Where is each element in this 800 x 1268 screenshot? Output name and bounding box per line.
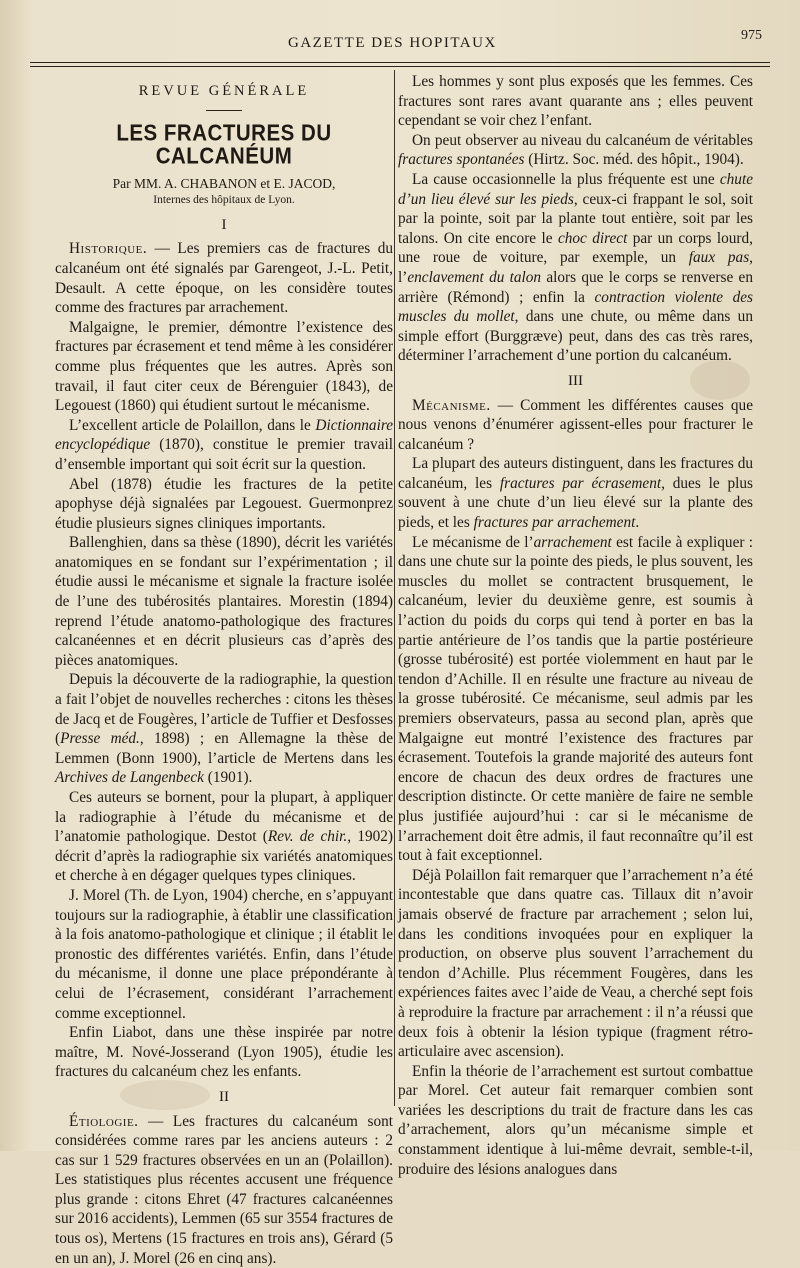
paragraph: J. Morel (Th. de Lyon, 1904) cherche, en s’appuyant toujours sur la radiographie, à établir une classification à la fois anatomo-pathologique et clinique ; il établit le pronostic des différentes variétés. Enfin, dans l’étude du mécanisme, il donne une place prépondérante à celui de l’écrasement, considérant l’arrachement comme exceptionnel.	[55, 886, 393, 1023]
section-numeral-1: I	[55, 216, 393, 236]
paper-stain	[690, 360, 750, 400]
paragraph: Malgaigne, le premier, démontre l’existence des fractures par écrasement et tend même à les considérer comme plus fréquentes que les autres. Après son travail, il faut citer ceux de Bérenguier (1843), de Legouest (1860) qui étudient surtout le mécanisme.	[55, 318, 393, 416]
left-column	[55, 74, 393, 1268]
paragraph: La cause occasionnelle la plus fréquente est une chute d’un lieu élevé sur les pieds, ceux-ci frappant le sol, soit par la pointe, soit par la plante tout entière, soit par les talons. On cite encore le choc direct par un corps lourd, une roue de voiture, par exemple, un faux pas, l’enclavement du talon alors que le corps se renverse en arrière (Rémond) ; enfin la contraction violente des muscles du mollet, dans une chute, ou même dans un simple effort (Burggræve) peut, dans des cas très rares, déterminer l’arrachement d’une portion du calcanéum.	[398, 170, 753, 366]
byline: Par MM. A. CHABANON et E. JACOD,	[55, 176, 393, 192]
paper-stain	[120, 1080, 210, 1110]
paragraph: La plupart des auteurs distinguent, dans les fractures du calcanéum, les fractures par écrasement, dues le plus souvent à une chute d’un lieu élevé sur la plante des pieds, et les fractures par arrachement.	[398, 454, 753, 532]
paragraph: Mécanisme. — Comment les différentes causes que nous venons d’énumérer agissent-elles pour fracturer le calcanéum ?	[398, 396, 753, 455]
paragraph: On peut observer au niveau du calcanéum de véritables fractures spontanées (Hirtz. Soc. méd. des hôpit., 1904).	[398, 131, 753, 170]
paragraph: Depuis la découverte de la radiographie, la question a fait l’objet de nouvelles recherches : citons les thèses de Jacq et de Fougères, l’article de Tuffier et Desfosses (Presse méd., 1898) ; en Allemagne la thèse de Lemmen (Bonn 1900), l’article de Mertens dans les Archives de Langenbeck (1901).	[55, 670, 393, 788]
paragraph: Le mécanisme de l’arrachement est facile à expliquer : dans une chute sur la pointe des pieds, le plus souvent, les muscles du mollet se contractent brusquement, le calcanéum, levier du deuxième genre, est soumis à l’action du poids du corps qui tend à porter en bas la partie antérieure de l’os tandis que la partie postérieure (grosse tubérosité) est portée violemment en haut par le tendon d’Achille. Il en résulte une fracture au niveau de la grosse tubérosité. Ce mécanisme, seul admis par les premiers observateurs, passa au second plan, après que Malgaigne eut montré l’existence des fractures par écrasement. Toutefois la grande majorité des auteurs font encore de chacun des deux ordres de fractures une description distincte. Or cette manière de faire ne semble plus justifiée aujourd’hui : car si le mécanisme de l’arrachement doit être admis, il faut reconnaître qu’il est tout à fait exceptionnel.	[398, 533, 753, 866]
author-affiliation: Internes des hôpitaux de Lyon.	[55, 192, 393, 208]
paragraph: Ballenghien, dans sa thèse (1890), décrit les variétés anatomiques en se fondant sur l’expérimentation ; il étudie aussi le mécanisme et signale la fracture isolée de l’une des tubérosités plantaires. Morestin (1894) reprend l’étude anatomo-pathologique des fractures calcanéennes et en décrit plusieurs cas d’après des pièces anatomiques.	[55, 533, 393, 670]
right-column	[398, 72, 753, 1179]
paragraph-lead: Étiologie.	[69, 1113, 138, 1130]
journal-title: GAZETTE DES HOPITAUX	[288, 35, 497, 52]
section-numeral-2: II	[55, 1088, 393, 1108]
paragraph: Enfin la théorie de l’arrachement est surtout combattue par Morel. Cet auteur fait remarquer combien sont variées les descriptions du trait de fracture dans les cas d’arrachement, alors qu’un mécanisme simple et constamment identique à lui-même devrait, semble-t-il, produire des lésions analogues dans	[398, 1062, 753, 1180]
title-rule	[206, 110, 242, 111]
paragraph: Étiologie. — Les fractures du calcanéum sont considérées comme rares par les anciens auteurs : 2 cas sur 1 529 fractures observées en un an (Polaillon). Les statistiques plus récentes accusent une fréquence plus grande : citons Ehret (47 fractures calcanéennes sur 2016 accidents), Lemmen (65 sur 3554 fractures de tous os), Mertens (15 fractures en trois ans), Gérard (5 en un an), J. Morel (26 en cinq ans).	[55, 1112, 393, 1268]
article-title: LES FRACTURES DU CALCANÉUM	[55, 122, 393, 167]
paragraph: Enfin Liabot, dans une thèse inspirée par notre maître, M. Nové-Josserand (Lyon 1905), étudie les fractures du calcanéum chez les enfants.	[55, 1023, 393, 1082]
section-numeral-3: III	[398, 372, 753, 392]
paragraph: Ces auteurs se bornent, pour la plupart, à appliquer la radiographie à l’étude du mécanisme et de l’anatomie pathologique. Destot (Rev. de chir., 1902) décrit d’après la radiographie six variétés anatomiques et cherche à en dégager quelques types cliniques.	[55, 788, 393, 886]
section-label: REVUE GÉNÉRALE	[55, 82, 393, 102]
header-rule	[30, 62, 770, 63]
paragraph: Les hommes y sont plus exposés que les femmes. Ces fractures sont rares avant quarante ans ; elles peuvent cependant se voir chez l’enfant.	[398, 72, 753, 131]
column-divider	[394, 70, 395, 1106]
paragraph: Déjà Polaillon fait remarquer que l’arrachement n’a été incontestable que dans quatre cas. Tillaux dit n’avoir jamais observé de fracture par arrachement ; selon lui, dans les conditions invoquées pour en expliquer la production, on observe plus souvent l’arrachement du tendon d’Achille. Plus récemment Fougères, dans les expériences faites avec l’aide de Veau, a cherché sept fois à reproduire la fracture par arrachement : il n’a réussi que deux fois à obtenir la lésion typique (fragment rétro-articulaire avec ascension).	[398, 866, 753, 1062]
paragraph-lead: Historique.	[69, 240, 147, 257]
paragraph: L’excellent article de Polaillon, dans le Dictionnaire encyclopédique (1870), constitue le premier travail d’ensemble important qui soit écrit sur la question.	[55, 416, 393, 475]
paragraph: Abel (1878) étudie les fractures de la petite apophyse déjà signalées par Legouest. Guermonprez étudie plusieurs signes cliniques importants.	[55, 475, 393, 534]
header-rule-thin	[30, 66, 770, 67]
page-header	[30, 28, 770, 58]
page-number: 975	[741, 28, 762, 44]
paragraph: Historique. — Les premiers cas de fractures du calcanéum ont été signalés par Garengeot, J.-L. Petit, Desault. A cette époque, on les considère toutes comme des fractures par arrachement.	[55, 239, 393, 317]
paragraph-lead: Mécanisme.	[412, 397, 491, 414]
